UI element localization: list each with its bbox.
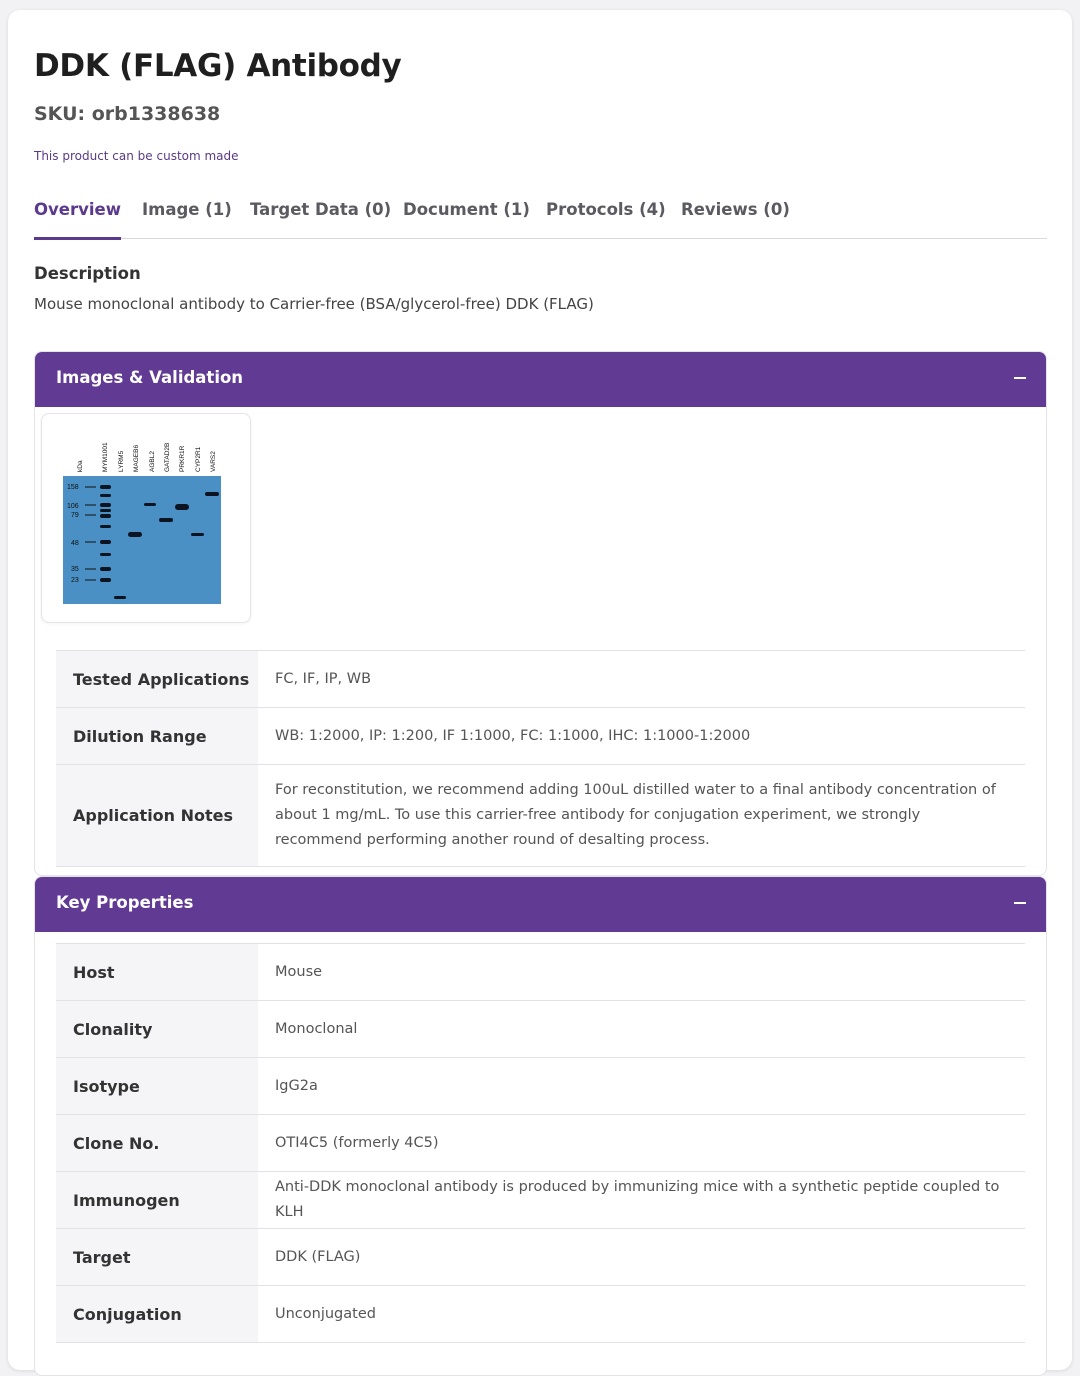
table-row [56,1001,1025,1058]
property-key: Tested Applications [56,651,258,708]
validation-table [56,650,1025,867]
tab-protocols[interactable]: Protocols (4) [546,200,666,219]
table-row [56,651,1025,708]
key-properties-panel [34,876,1047,1376]
lane-label: PRKR1R [179,445,186,472]
lane-label: GATAD2B [164,442,171,472]
table-row [56,765,1025,867]
tab-image[interactable]: Image (1) [142,200,232,219]
key-properties-table [56,943,1025,1343]
property-key: Immunogen [56,1172,258,1229]
lane-label: LYRM5 [118,450,125,472]
marker-label: 35 [71,566,79,573]
images-validation-title: Images & Validation [56,368,244,387]
property-key: Application Notes [56,765,258,867]
marker-label: 158 [67,484,79,491]
minus-icon[interactable] [1014,902,1026,904]
property-value: Monoclonal [275,1020,358,1037]
property-value: WB: 1:2000, IP: 1:200, IF 1:1000, FC: 1:1000, IHC: 1:1000-1:2000 [275,727,751,744]
description-heading: Description [34,264,141,283]
property-key: Target [56,1229,258,1286]
product-card [8,10,1072,1370]
tab-reviews[interactable]: Reviews (0) [681,200,790,219]
property-value: DDK (FLAG) [275,1248,361,1265]
property-key: Dilution Range [56,708,258,765]
tab-target-data[interactable]: Target Data (0) [250,200,392,219]
table-row [56,1229,1025,1286]
marker-label: 23 [71,577,79,584]
lane-label: MYM1001 [102,442,109,472]
blot-membrane [63,476,221,604]
custom-made-note: This product can be custom made [34,149,239,163]
property-value: Anti-DDK monoclonal antibody is produced by immunizing mice with a synthetic peptide coupled to KLH [275,1179,1000,1220]
lane-label: MAGEB6 [133,444,140,472]
table-row [56,708,1025,765]
lane-label: VARS2 [210,451,217,472]
table-row [56,1172,1025,1229]
minus-icon[interactable] [1014,377,1026,379]
property-value: IgG2a [275,1077,318,1094]
property-value: Unconjugated [275,1305,376,1322]
tab-document[interactable]: Document (1) [403,200,530,219]
western-blot-thumbnail[interactable] [41,413,251,623]
property-key: Isotype [56,1058,258,1115]
property-key: Conjugation [56,1286,258,1343]
table-row [56,944,1025,1001]
marker-label: 79 [71,512,79,519]
sku-label: SKU: orb1338638 [34,103,221,125]
lane-label: AGBL2 [149,451,156,472]
table-row [56,1115,1025,1172]
page-title: DDK (FLAG) Antibody [34,48,402,84]
images-validation-panel [34,351,1047,876]
table-row [56,1058,1025,1115]
property-key: Clonality [56,1001,258,1058]
table-row [56,1286,1025,1343]
marker-label: 106 [67,503,79,510]
key-properties-header[interactable] [35,877,1046,932]
kda-label: kDa [77,460,84,472]
key-properties-title: Key Properties [56,893,194,912]
lane-label: CYP2R1 [195,446,202,472]
tab-overview[interactable]: Overview [34,200,121,239]
property-value: Mouse [275,963,323,980]
property-value: FC, IF, IP, WB [275,670,372,687]
images-validation-header[interactable] [35,352,1046,407]
western-blot-image [42,414,252,624]
property-value: For reconstitution, we recommend adding 100uL distilled water to a final antibody concentration of about 1 mg/mL. To use this carrier-free antibody for conjugation experiment, we strongly recommend performing another round of desalting process. [275,782,996,848]
marker-label: 48 [71,540,79,547]
property-key: Host [56,944,258,1001]
tab-bar [34,200,1047,239]
property-key: Clone No. [56,1115,258,1172]
property-value: OTI4C5 (formerly 4C5) [275,1134,439,1151]
description-text: Mouse monoclonal antibody to Carrier-free (BSA/glycerol-free) DDK (FLAG) [34,295,594,313]
